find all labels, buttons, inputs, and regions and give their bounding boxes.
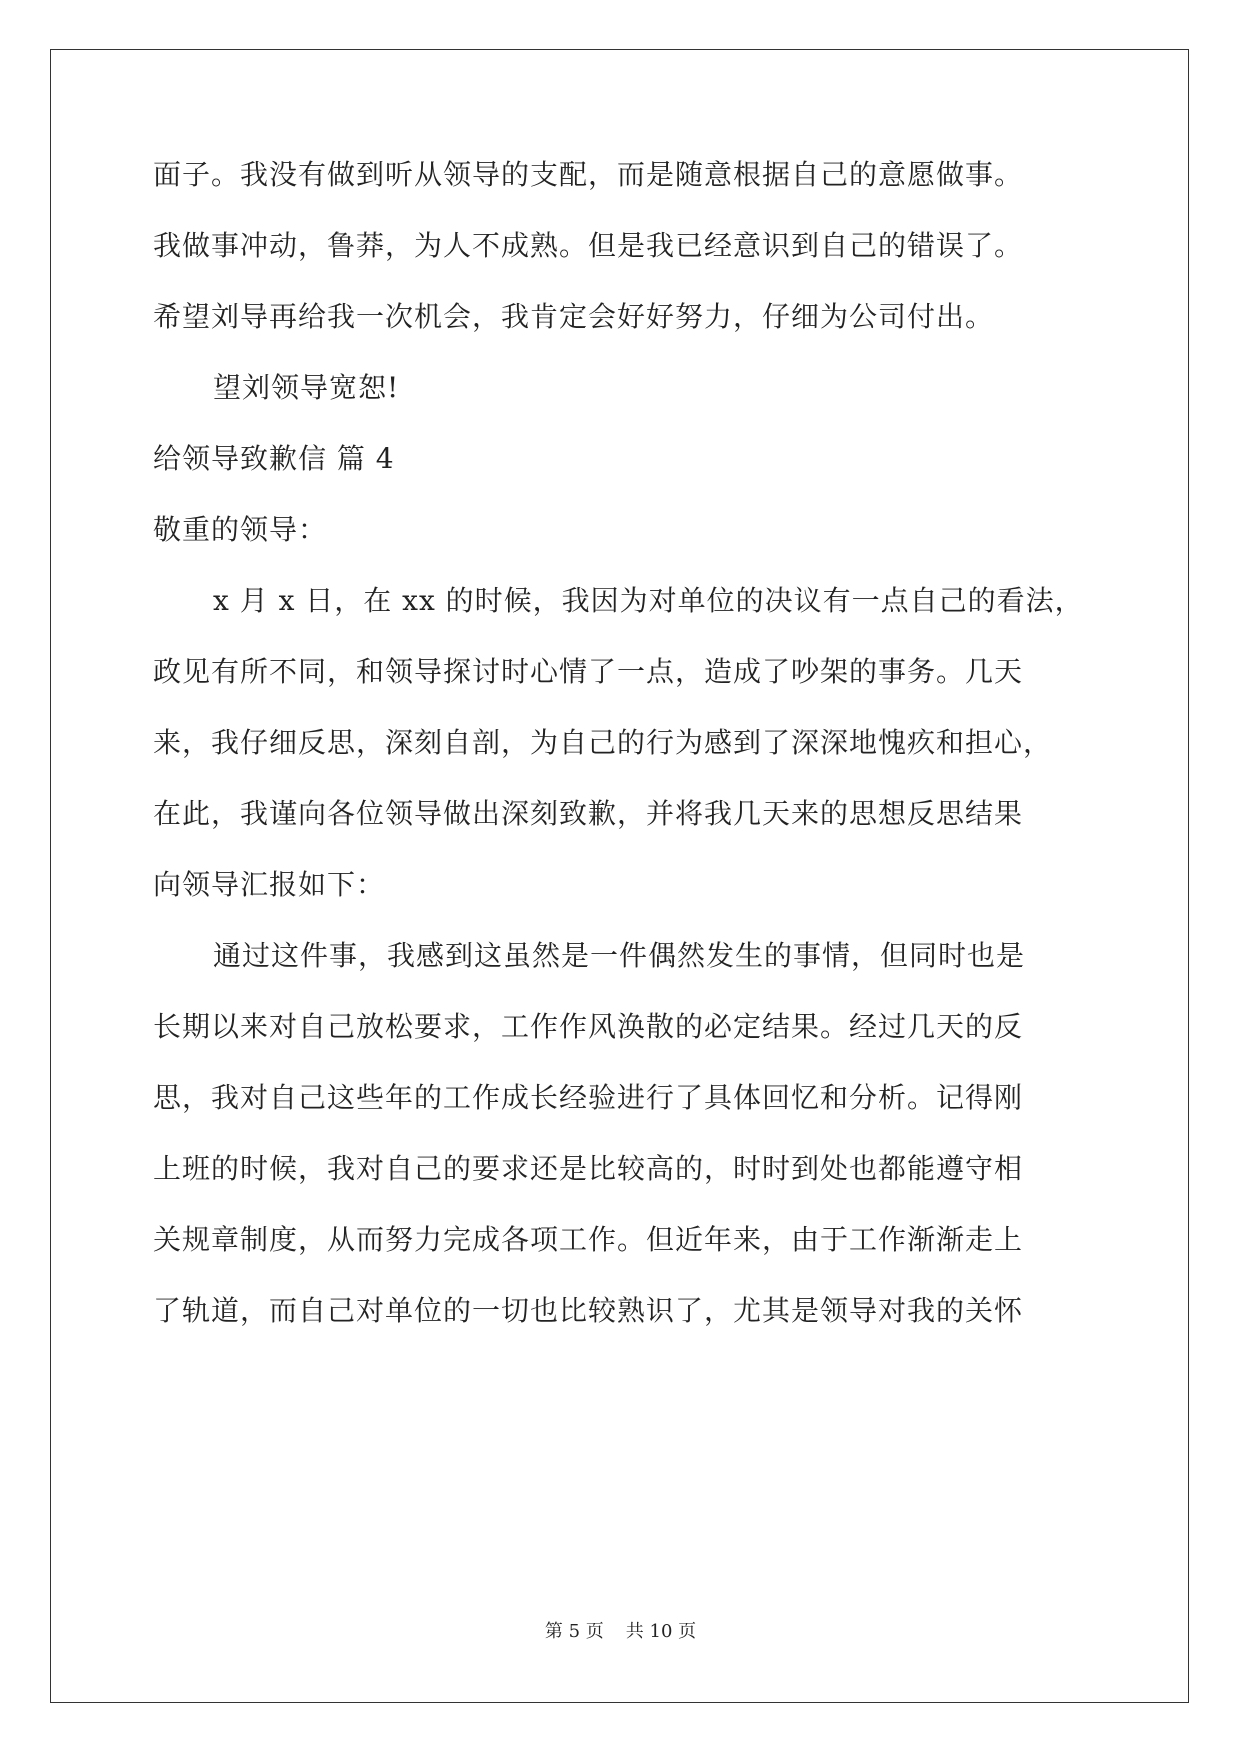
text-line: 政见有所不同，和领导探讨时心情了一点，造成了吵架的事务。几天 (153, 655, 1024, 688)
text-line: 向领导汇报如下： (153, 868, 386, 901)
page-footer (0, 1620, 1241, 1644)
text-line: 长期以来对自己放松要求，工作作风涣散的必定结果。经过几天的反 (153, 1010, 1024, 1043)
text-line: 上班的时候，我对自己的要求还是比较高的，时时到处也都能遵守相 (153, 1152, 1024, 1185)
page-number: 第 5 页 (544, 1621, 604, 1642)
section-heading: 给领导致歉信 篇 4 (153, 442, 395, 475)
text-line: x 月 x 日，在 xx 的时候，我因为对单位的决议有一点自己的看法， (213, 584, 1084, 617)
text-line: 思，我对自己这些年的工作成长经验进行了具体回忆和分析。记得刚 (153, 1081, 1024, 1114)
text-line: 来，我仔细反思，深刻自剖，为自己的行为感到了深深地愧疚和担心， (153, 726, 1053, 759)
salutation: 敬重的领导： (153, 513, 328, 546)
text-line: 在此，我谨向各位领导做出深刻致歉，并将我几天来的思想反思结果 (153, 797, 1024, 830)
text-line: 我做事冲动，鲁莽，为人不成熟。但是我已经意识到自己的错误了。 (153, 229, 1024, 262)
text-line: 通过这件事，我感到这虽然是一件偶然发生的事情，但同时也是 (213, 939, 1026, 972)
text-line: 希望刘导再给我一次机会，我肯定会好好努力，仔细为公司付出。 (153, 300, 995, 333)
text-line: 关规章制度，从而努力完成各项工作。但近年来，由于工作渐渐走上 (153, 1223, 1024, 1256)
text-line: 望刘领导宽恕! (213, 371, 400, 404)
text-line: 了轨道，而自己对单位的一切也比较熟识了，尤其是领导对我的关怀 (153, 1294, 1024, 1327)
text-line: 面子。我没有做到听从领导的支配，而是随意根据自己的意愿做事。 (153, 158, 1024, 191)
page-total: 共 10 页 (625, 1621, 697, 1642)
